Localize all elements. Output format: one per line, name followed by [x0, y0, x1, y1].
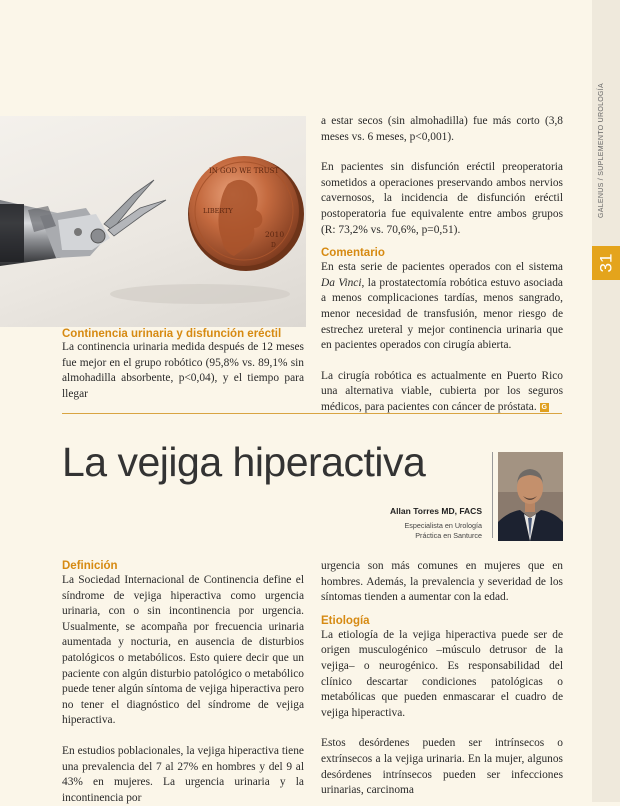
etiology-paragraph: La etiología de la vejiga hiperactiva puede ser de origen musculogénico –músculo detrusor de la vejiga– o neurogénico. Es responsabilidad del clínico descartar condiciones patológicas o metabólicas que pueden enmascarar el cuadro de vejiga hiperactiva.: [321, 628, 563, 719]
erectile-paragraph: En pacientes sin disfunción eréctil preoperatoria sometidos a operaciones preservando ambos nervios cavernosos, la incidencia de disfunción eréctil postoperatoria fue equivalente entre ambos grupos (R: 73,2% vs. 70,6%, p=0,51).: [321, 161, 563, 236]
coin-year: 2010: [265, 230, 285, 239]
etiology-heading: Etiología: [321, 614, 370, 627]
author-role: [330, 521, 482, 540]
coin-motto: IN GOD WE TRUST: [208, 167, 280, 175]
journal-label: GALENUS / SUPLEMENTO UROLOGÍA: [598, 83, 605, 218]
continence-heading: Continencia urinaria y disfunción eréctil: [62, 328, 282, 340]
page-number: 31: [595, 253, 615, 273]
disorders-paragraph: Estos desórdenes pueden ser intrínsecos o extrínsecos a la vejiga urinaria. En la mujer, algunos desórdenes intrínsecos pueden ser infecciones urinarias, carcinoma: [321, 737, 563, 797]
section-divider: [62, 413, 562, 414]
robotic-instrument-photo: [0, 116, 306, 327]
top-right-column: [321, 114, 563, 416]
definition-column: [62, 560, 304, 806]
coin-mint: D: [271, 242, 276, 249]
author-practice: Práctica en Santurce: [415, 530, 482, 540]
comentario-paragraph: En esta serie de pacientes operados con el sistema Da Vinci, la prostatectomía robótica estuvo asociada a menos complicaciones tardías, menos sangrado, menor necesidad de transfusión, menor riesgo de estrechez ureteral y mejor continencia urinaria que en pacientes operados con cirugía abierta.: [321, 261, 563, 352]
definition-heading: Definición: [62, 560, 118, 572]
definition-paragraph: La Sociedad Internacional de Continencia define el síndrome de vejiga hiperactiva como urgencia urinaria, con o sin incontinencia por urgencia. Usualmente, se acompaña por frecuencia urinaria aumentada y nocturia, en ausencia de disturbios patológicos o metabólicos. Esto quiere decir que un paciente con algún disturbio patológico o metabólico puede tener algún síntoma de vejiga hiperactiva pero no tener el diagnóstico del síndrome de vejiga hiperactiva.: [62, 574, 304, 727]
page-sidebar: [592, 0, 620, 802]
etiology-column: [321, 559, 563, 799]
prevalence-paragraph: En estudios poblacionales, la vejiga hiperactiva tiene una prevalencia del 7 al 27% en hombres y del 9 al 43% en mujeres. La urgencia urinaria y la incontinencia por: [62, 744, 304, 804]
author-divider: [492, 452, 493, 538]
conclusion-paragraph: La cirugía robótica es actualmente en Puerto Rico una alternativa viable, cubierta por los seguros médicos, para pacientes con cáncer de próstata. G: [321, 369, 563, 413]
article-title: La vejiga hiperactiva: [62, 439, 426, 485]
urgency-paragraph: urgencia son más comunes en mujeres que en hombres. Además, la prevalencia y severidad de los síntomas tienden a aumentar con la edad.: [321, 560, 563, 604]
dryness-paragraph: a estar secos (sin almohadilla) fue más corto (3,8 meses vs. 6 meses, p<0,001).: [321, 115, 563, 143]
end-mark-icon: G: [541, 403, 547, 411]
coin-liberty: LIBERTY: [203, 207, 233, 215]
continence-paragraph: La continencia urinaria medida después de 12 meses fue mejor en el grupo robótico (95,8% vs. 89,1% sin almohadilla absorbente, p<0,04), y el tiempo para llegar: [62, 341, 304, 400]
author-name: Allan Torres MD, FACS: [390, 506, 482, 516]
robotic-instrument: [0, 180, 166, 266]
comentario-heading: Comentario: [321, 247, 385, 260]
penny-coin: [188, 156, 304, 271]
author-specialty: Especialista en Urología: [404, 521, 482, 530]
author-photo: [498, 452, 563, 541]
